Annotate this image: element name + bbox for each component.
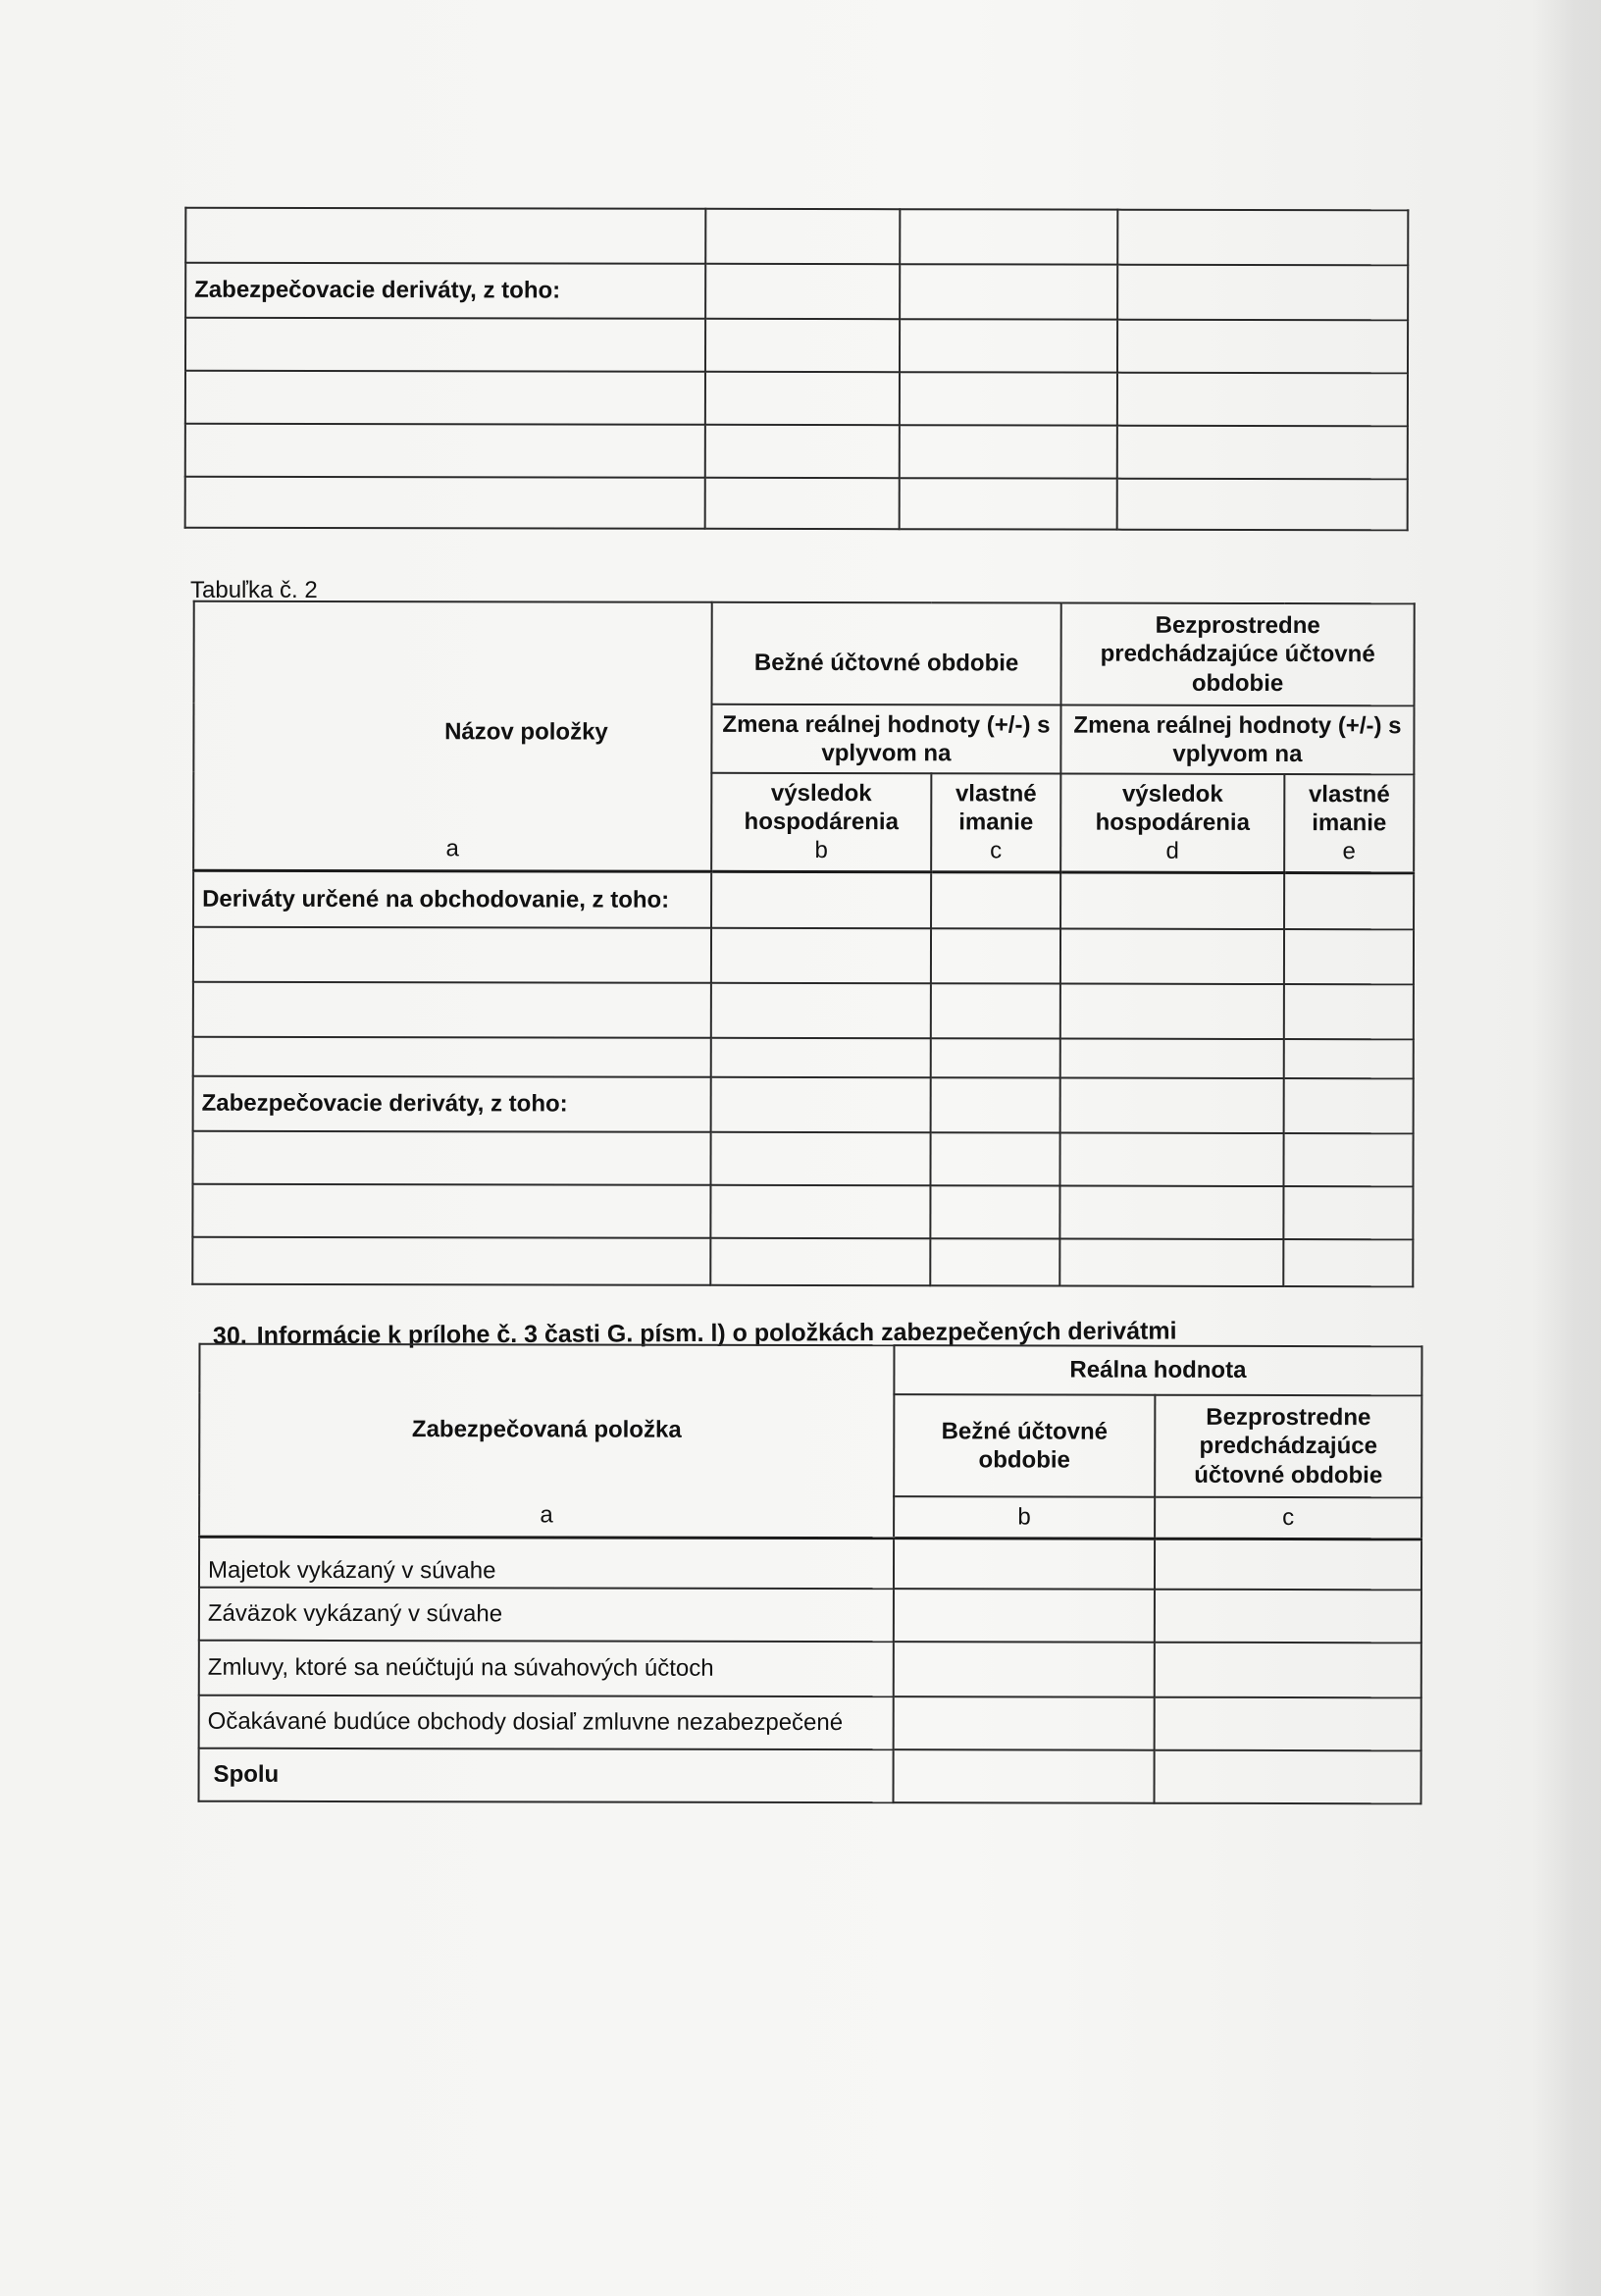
column-letter-e: e — [1342, 838, 1356, 865]
column-letter-a: a — [445, 835, 459, 862]
table-row — [199, 1588, 1421, 1644]
table-row — [193, 1037, 1414, 1079]
table-header-row — [194, 601, 1415, 706]
table-header-row — [199, 1344, 1421, 1396]
fair-value-change-current: Zmena reálnej hodnoty (+/-) s vplyvom na — [711, 704, 1060, 774]
table-caption: Tabuľka č. 2 — [190, 577, 318, 603]
result-current-header — [711, 773, 931, 871]
table-row — [199, 1696, 1421, 1751]
section-number: 30. — [212, 1322, 247, 1350]
result-label: výsledok hospodárenia — [1095, 780, 1250, 837]
table-row — [199, 1537, 1421, 1591]
section-title: Informácie k prílohe č. 3 časti G. písm. l) o položkách zabezpečených derivátmi — [256, 1317, 1177, 1350]
equity-current-header — [931, 773, 1060, 871]
previous-period-header: Bezprostredne predchádzajúce účtovné obdobie — [1061, 603, 1415, 706]
table-row — [192, 1184, 1413, 1240]
column-letter-b: b — [814, 837, 828, 864]
item-name-label: Názov položky — [444, 718, 608, 746]
table-row — [193, 927, 1414, 985]
table-row — [185, 208, 1408, 266]
hedged-item-header — [199, 1344, 894, 1538]
item-name-header — [193, 601, 712, 871]
hedging-derivatives-label: Zabezpečovacie deriváty, z toho: — [185, 263, 705, 319]
table-row — [199, 1641, 1421, 1698]
table-derivatives-continued — [184, 207, 1410, 532]
equity-previous-header — [1284, 774, 1414, 872]
row-label-liabilities: Záväzok vykázaný v súvahe — [199, 1588, 894, 1642]
table-row — [193, 982, 1414, 1040]
hedging-derivatives-label: Zabezpečovacie deriváty, z toho: — [193, 1076, 711, 1132]
fair-value-change-previous: Zmena reálnej hodnoty (+/-) s vplyvom na — [1060, 705, 1414, 775]
scan-edge-shadow — [1532, 0, 1601, 2296]
table-row — [192, 1131, 1413, 1187]
table-row — [193, 870, 1414, 930]
equity-label: vlastné imanie — [1308, 780, 1390, 837]
table-cell — [185, 208, 705, 264]
fair-value-header: Reálna hodnota — [894, 1345, 1421, 1395]
column-letter-c: c — [990, 837, 1003, 864]
table-row — [185, 371, 1408, 427]
table-row — [192, 1237, 1413, 1287]
table-row — [185, 263, 1408, 321]
table-row — [185, 477, 1408, 531]
row-label-offbalance-contracts: Zmluvy, ktoré sa neúčtujú na súvahových účtoch — [199, 1641, 894, 1696]
trading-derivatives-label: Deriváty určené na obchodovanie, z toho: — [193, 870, 711, 928]
column-letter-a: a — [540, 1501, 553, 1529]
table-row — [193, 1076, 1414, 1134]
row-label-expected-transactions: Očakávané budúce obchody dosiaľ zmluvne nezabezpečené — [199, 1696, 894, 1749]
equity-label: vlastné imanie — [955, 780, 1037, 836]
column-letter-d: d — [1165, 838, 1179, 865]
result-previous-header — [1060, 774, 1284, 872]
table-hedged-items — [198, 1343, 1423, 1805]
current-period-header: Bežné účtovné obdobie — [894, 1394, 1155, 1497]
table-row — [185, 424, 1408, 480]
table-row — [199, 1748, 1421, 1804]
result-label: výsledok hospodárenia — [744, 779, 899, 836]
table-derivatives — [191, 600, 1415, 1288]
current-period-header: Bežné účtovné obdobie — [712, 602, 1061, 705]
column-letter-c: c — [1155, 1497, 1421, 1539]
hedged-item-label: Zabezpečovaná položka — [411, 1416, 682, 1443]
column-letter-b: b — [894, 1496, 1155, 1539]
table-row — [185, 318, 1408, 374]
previous-period-header: Bezprostredne predchádzajúce účtovné obdobie — [1155, 1395, 1421, 1498]
row-label-assets: Majetok vykázaný v súvahe — [199, 1537, 894, 1589]
row-label-total: Spolu — [199, 1748, 894, 1802]
